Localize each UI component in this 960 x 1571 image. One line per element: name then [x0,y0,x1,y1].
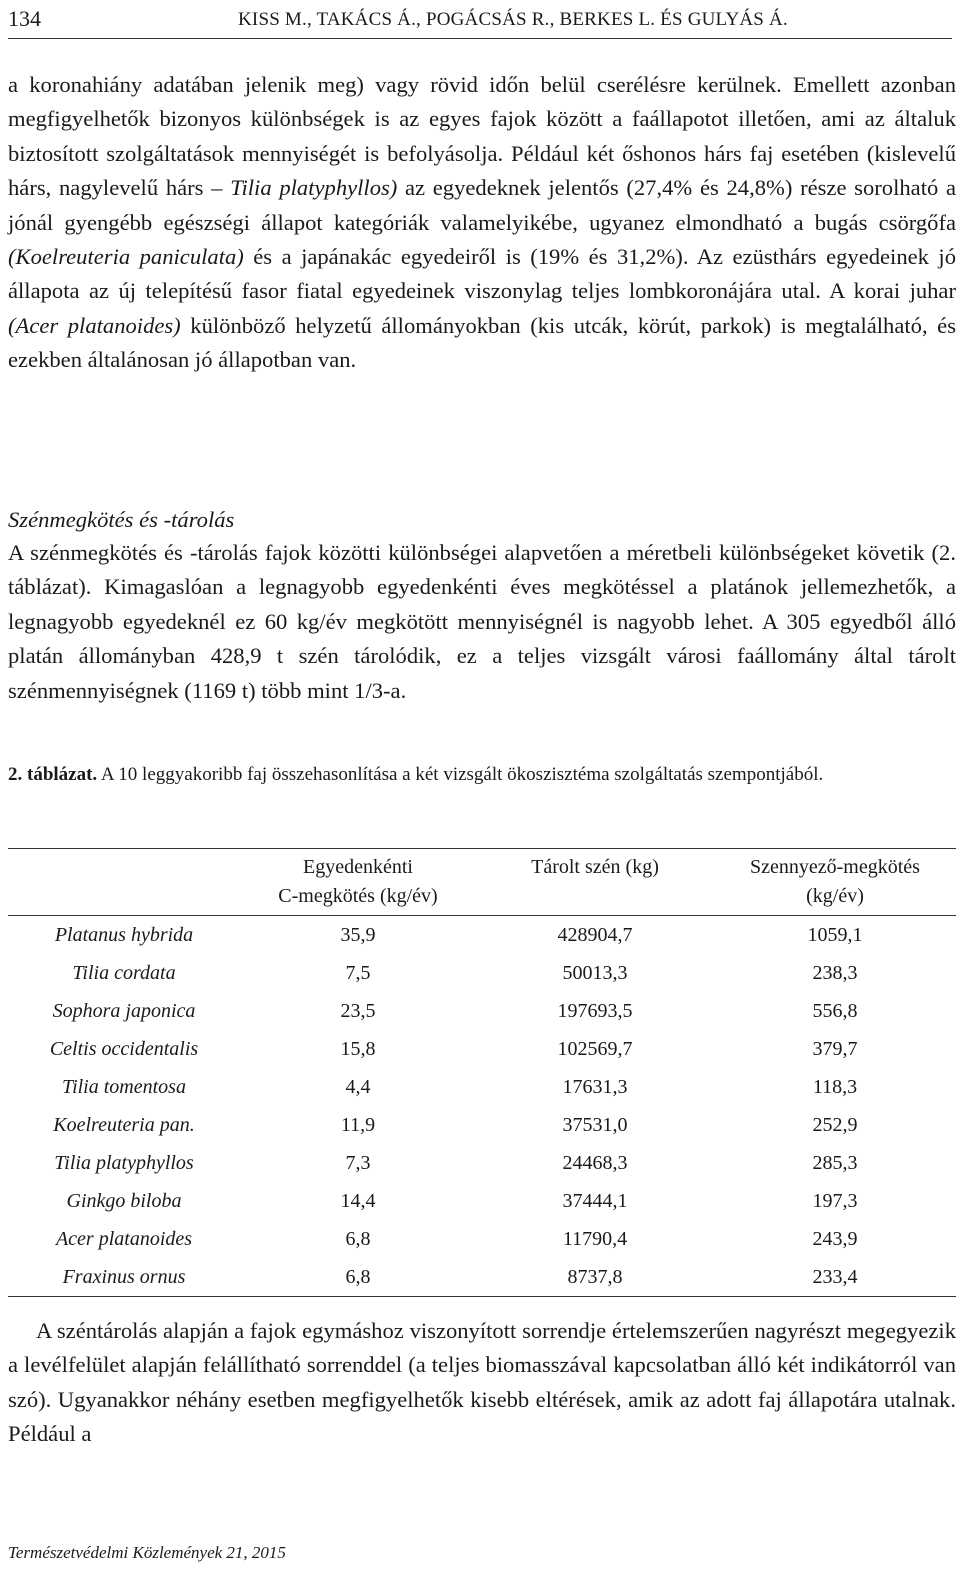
species-cell: Tilia cordata [72,962,176,984]
page-number: 134 [8,6,41,31]
species-name: (Acer platanoides) [8,312,181,338]
header-line: Egyedenkénti [303,856,413,878]
table-row [8,1258,956,1297]
paragraph-text: A széntárolás alapján a fajok egymáshoz viszonyított sorrendje értelemszerűen nagyrészt megegyezik a levélfelület alapján felállítható sorrenddel (a teljes biomasszával kapcsolatban álló két indikátorról van szó). Ugyanakkor néhány esetben megfigyelhetők kisebb eltérések, amik az adott faj állapotára utalnak. Például a [8,1318,956,1447]
carbon-sequestration-cell: 7,5 [345,962,371,984]
table-row [8,1068,956,1106]
carbon-sequestration-cell: 6,8 [345,1228,371,1250]
paragraph-text: és a japánakác egyedeiről is (19% és 31,2%). Az ezüsthárs egyedeinek jó állapota az új telepítésű fasor fiatal egyedeinek viszonylag teljes lombkoronájára utal. A korai juhar [8,244,956,304]
species-name: (Koelreuteria paniculata) [8,244,244,270]
header-stored-carbon [476,849,714,916]
header-line: Tárolt szén (kg) [531,856,659,878]
stored-carbon-cell: 17631,3 [562,1076,628,1098]
pollutant-removal-cell: 243,9 [812,1228,858,1250]
header-rule [8,38,952,39]
table-header-row [8,849,956,916]
header-line: Szennyező-megkötés [750,856,920,878]
table-row [8,992,956,1030]
table-caption-label: 2. táblázat. [8,764,98,785]
carbon-sequestration-cell: 15,8 [340,1038,376,1060]
pollutant-removal-cell: 379,7 [812,1038,858,1060]
table-row [8,1144,956,1182]
stored-carbon-cell: 24468,3 [562,1152,628,1174]
paragraph-text: az egyedeknek jelentős (27,4% és 24,8%) része sorolható a jónál gyengébb egészségi állapot kategóriák valamelyikébe, ugyanez elmondható a bugás csörgőfa [8,175,956,235]
stored-carbon-cell: 11790,4 [562,1228,628,1250]
section-title: Szénmegkötés és -tárolás [8,507,235,532]
species-cell: Celtis occidentalis [49,1038,199,1060]
species-cell: Fraxinus ornus [8,1258,240,1297]
carbon-sequestration-cell: 35,9 [340,924,376,946]
running-head-authors: KISS M., TAKÁCS Á., POGÁCSÁS R., BERKES L. ÉS GULYÁS Á. [238,9,788,30]
pollutant-removal-cell: 238,3 [812,962,858,984]
header-line: C-megkötés (kg/év) [278,885,438,907]
header-line: (kg/év) [806,885,864,907]
header-carbon-sequestration [240,849,476,916]
page-header [8,4,952,38]
stored-carbon-cell: 102569,7 [557,1038,633,1060]
pollutant-removal-cell: 1059,1 [807,924,863,946]
header-pollutant-removal [714,849,956,916]
journal-footer: Természetvédelmi Közlemények 21, 2015 [8,1543,286,1562]
carbon-sequestration-cell: 23,5 [340,1000,376,1022]
header-species [8,849,240,916]
pollutant-removal-cell: 233,4 [714,1258,956,1297]
carbon-sequestration-cell: 11,9 [340,1114,376,1136]
stored-carbon-cell: 8737,8 [476,1258,714,1297]
species-comparison-table [8,848,956,1297]
table-row [8,1106,956,1144]
species-cell: Tilia tomentosa [62,1076,186,1098]
pollutant-removal-cell: 285,3 [812,1152,858,1174]
paragraph-text: a koronahiány adatában jelenik meg) vagy rövid időn belül cserélésre kerülnek. Emellett azonban megfigyelhetők bizonyos különbségek is az egyes fajok között a faállapotot illetően, ami az általuk biztosított szolgáltatások mennyiségét is befolyásolja. Például két őshonos hárs faj esetében (kislevelű hárs, nagylevelű hárs – [8,72,956,201]
stored-carbon-cell: 428904,7 [557,924,633,946]
paragraph-tree-condition [8,68,956,378]
pollutant-removal-cell: 197,3 [812,1190,858,1212]
pollutant-removal-cell: 252,9 [812,1114,858,1136]
paragraph-carbon: A szénmegkötés és -tárolás fajok közötti különbségei alapvetően a méretbeli különbségeket követik (2. táblázat). Kimagaslóan a legnagyobb egyedenkénti éves megkötéssel a platánok jellemezhetők, a legnagyobb egyedeknél ez 60 kg/év megkötött mennyiségnél is nagyobb lehet. A 305 egyedből álló platán állományban 428,9 t szén tárolódik, ez a teljes vizsgált városi faállomány által tárolt szénmennyiségnek (1169 t) több mint 1/3-a. [8,540,956,703]
species-cell: Ginkgo biloba [66,1190,182,1212]
species-cell: Sophora japonica [52,1000,196,1022]
species-cell: Koelreuteria pan. [53,1114,195,1136]
table-caption-text: A 10 leggyakoribb faj összehasonlítása a két vizsgált ökoszisztéma szolgáltatás szempontjából. [97,764,824,785]
pollutant-removal-cell: 118,3 [812,1076,858,1098]
carbon-sequestration-cell: 7,3 [345,1152,371,1174]
table-caption [8,761,956,789]
species-cell: Tilia platyphyllos [54,1152,194,1174]
species-cell: Acer platanoides [55,1228,193,1250]
table-row [8,916,956,955]
pollutant-removal-cell: 556,8 [812,1000,858,1022]
table-row [8,954,956,992]
table-row [8,1030,956,1068]
stored-carbon-cell: 197693,5 [557,1000,633,1022]
carbon-sequestration-cell: 14,4 [340,1190,376,1212]
paragraph-text: különböző helyzetű állományokban (kis utcák, körút, parkok) is megtalálható, és ezekben általánosan jó állapotban van. [8,312,956,373]
stored-carbon-cell: 50013,3 [562,962,628,984]
stored-carbon-cell: 37444,1 [562,1190,628,1212]
paragraph-storage-ranking [8,1314,956,1452]
table-row [8,1220,956,1258]
species-cell: Platanus hybrida [54,924,194,946]
stored-carbon-cell: 37531,0 [562,1114,628,1136]
table-row [8,1182,956,1220]
carbon-sequestration-cell: 4,4 [345,1076,371,1098]
carbon-sequestration-cell: 6,8 [240,1258,476,1297]
species-name: Tilia platyphyllos) [230,175,398,201]
